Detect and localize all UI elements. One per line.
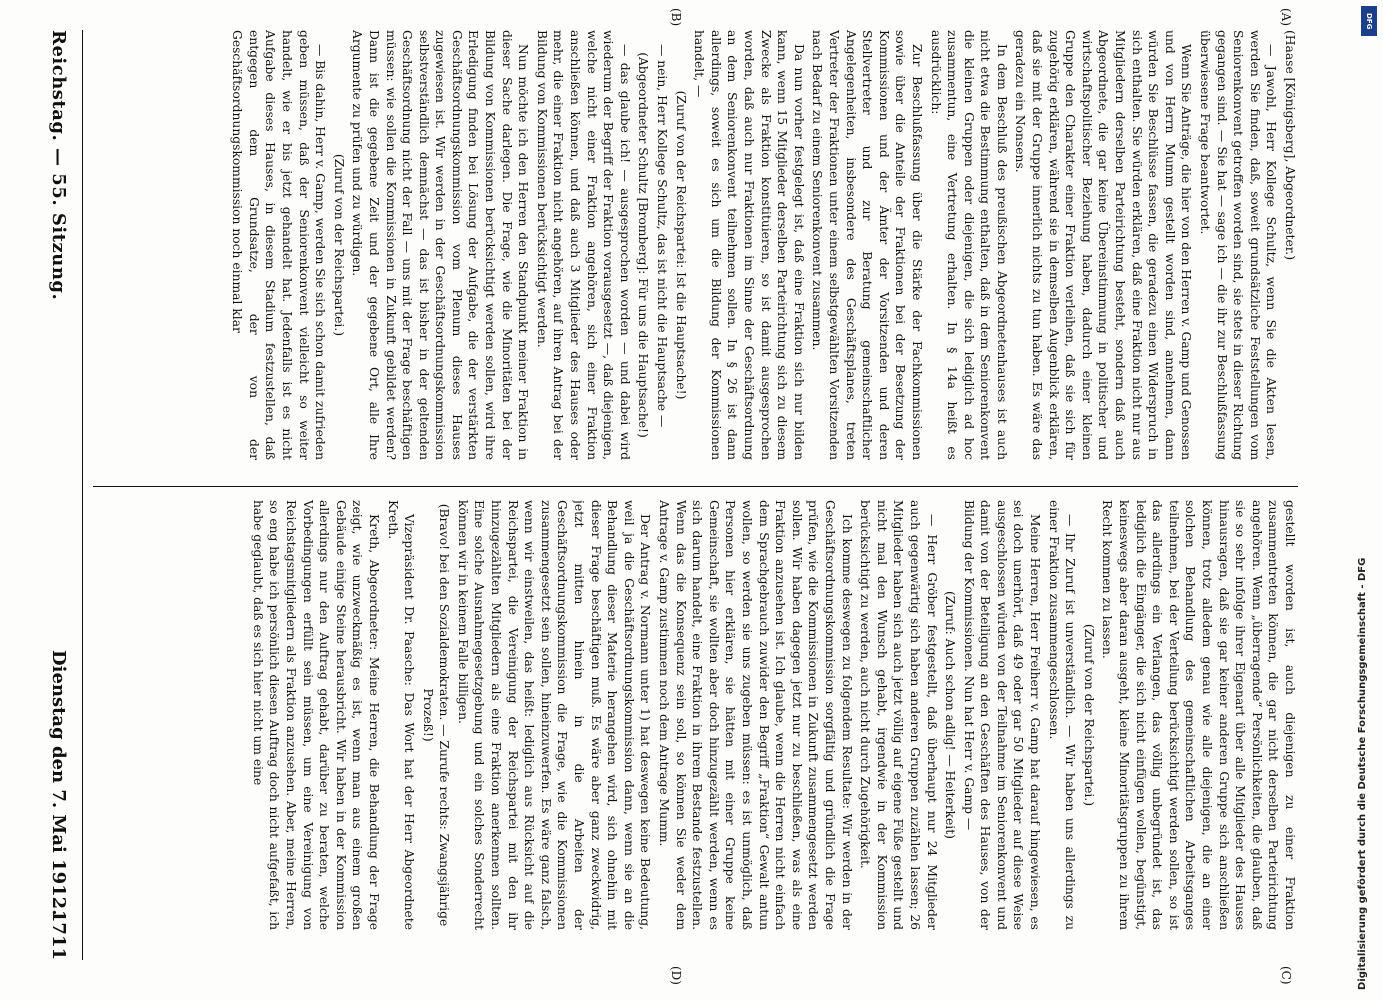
margin-mark-d: (D) [669,966,683,985]
paragraph: Nun möchte ich den Herren den Standpunkt meiner Fraktion in dieser Sache darlegen. Die Frage, wie die Minoritäten bei der Bildung von Kommissionen berücksichtigt werden sollen, wird ihre Erledigung finden bei Lösung der Aufgabe, die der verstärkten Geschäftsordnungskommission vom Plenum dieses Hauses zugewiesen ist. Wir werden in der Geschäftsordnungskommission selbstverständlich demnächst — das ist bisher in der geltenden Geschäftsordnung nicht der Fall — uns mit der Frage beschäftigen müssen: wie sollen die Kommissionen in Zukunft gebildet werden? Dann ist die gegebene Zeit und der gegebene Ort, alle Ihre Argumente zu prüfen und zu würdigen. [350,30,531,460]
paragraph: — Bis dahin, Herr v. Gamp, werden Sie sich schon damit zufrieden geben müssen, daß der Seniorenkonvent vielleicht so weiter handelt, wie er bis jetzt gehandelt hat. Jedenfalls ist es nicht Aufgabe dieses Hauses, in diesem Stadium festzustellen, daß entgegen dem Grundsatze, der von der Geschäftsordnungskommission noch einmal klar [230,30,328,460]
paragraph: — Herr Gröber festgestellt, daß überhaupt nur 24 Mitglieder auch gegenwärtig sich haben anderen Gruppen zuzählen lassen; 26 Mitglieder haben sich auch jetzt völlig auf eigene Füße gestellt und nicht mal den Wunsch gehabt, irgendwie in der Kommission berücksichtigt zu werden, auch nicht durch Zugehörigkeit. [858,500,939,930]
header-date: Dienstag den 7. Mai 1912. [48,650,69,916]
interjection: (Zuruf: Auch schon adlig! — Heiterkeit) [943,591,958,839]
quote-paragraph: Zur Beschlußfassung über die Stärke der Fachkommissionen sowie über die Anteile der Fraktionen bei der Besetzung der Kommissionen und der Ämter der Vorsitzenden und deren Stellvertreter und zur Beratung gemeinschaftlicher Angelegenheiten, insbesondere des Geschäftsplanes, treten Vertreter der Fraktionen unter einem selbstgewählten Vorsitzenden nach Bedarf zu einem Seniorenkonvent zusammen. [810,30,924,460]
column-divider [93,486,1298,487]
paragraph: Ich komme deswegen zu folgendem Resultate: Wir werden in der Geschäftsordnungskommission sorgfältig und gründlich die Frage prüfen, wie die Kommissionen in Zukunft zusammengesetzt werden sollen. Wir haben dagegen jetzt nur zu beschließen, was als eine Fraktion anzusehen ist. Ich glaube, wenn die Herren nicht einfach dem Sprachgebrauch zuwider den Begriff „Fraktion“ Gewalt antun wollen, so werden sie uns zugeben müssen: es ist unmöglich, daß Personen hier erklären, sie hätten mit einer Gruppe keine Gemeinschaft, sie wollten aber doch hinzugezählt werden, wenn es sich darum handelt, eine Fraktion in ihrem Bestande festzustellen. Wenn das die Konsequenz sein soll, so können Sie weder dem Antrage v. Gamp zustimmen noch dem Antrage Mumm. [657,500,854,930]
interjection: (Zuruf von der Reichspartei: Ist die Hauptsache!) [673,90,688,400]
margin-mark-a: (A) [1279,8,1293,27]
header-rule [82,30,83,960]
paragraph: Wenn Sie Anträge, die hier von den Herren v. Gamp und Genossen und von Herrn Mumm gestellt worden sind, annehmen, dann würden Sie Beschlüsse fassen, die geradezu einen Widerspruch in sich enthalten. Sie würden erklären, daß eine Fraktion nicht nur aus Mitgliedern derselben Parteirichtung besteht, sondern daß auch Abgeordnete, die gar keine Übereinstimmung in politischer und wirtschaftspolitischer Beziehung haben, dadurch einer kleinen Gruppe den Charakter einer Fraktion verleihen, daß sie sich für zugehörig erklären, während sie in demselben Augenblick erklären, daß sie mit der Gruppe innerlich nichts zu tun haben. Es wäre das geradezu ein Nonsens. [1013,30,1194,460]
paragraph: Kreth, Abgeordneter: Meine Herren, die Behandlung der Frage zeigt, wie unzweckmäßig es ist, wenn man aus einem großen Gebäude einige Steine herausbricht. Wir haben in der Kommission allerdings nur den Auftrag gehabt, darüber zu beraten, welche Vorbedingungen erfüllt sein müssen, um eine Vereinigung von Reichstagsmitgliedern als Fraktion anzusehen. Aber, meine Herren, so eng habe ich persönlich diesen Auftrag doch nicht aufgefaßt, ich habe geglaubt, daß es sich hier nicht um eine [250,500,381,930]
paragraph: Der Antrag v. Normann unter 1) hat deswegen keine Bedeutung, weil ja die Geschäftsordnungskommission dann, wenn sie an die Behandlung dieser Materie herangehen wird, sich ohnehin mit dieser Frage beschäftigen muß. Es wäre aber ganz zweckwidrig, jetzt mitten hinein in die Arbeiten der Geschäftsordnungskommission die Frage, wie die Kommissionen zusammengesetzt sein sollen, hineinzuwerfen. Es wäre ganz falsch, wenn wir einstweilen, das heißt: lediglich aus Rücksicht auf die Reichspartei, die Vereinigung der Reichspartei mit den ihr hinzugezählten Mitgliedern als eine Fraktion anerkennen sollten. Eine solche Ausnahmegesetzgebung und ein solches Sonderrecht können wir in keinem Falle billigen. [455,500,653,930]
page-number: 1711 [48,909,69,960]
digitization-note [1357,0,1379,1000]
margin-mark-b: (B) [669,8,683,27]
interjection: (Zuruf von der Reichspartei.) [331,153,346,337]
paragraph: — das glaube ich! — ausgesprochen worden — und dabei wird wiederum der Begriff der Fraktion vorausgesetzt —, daß diejenigen, welche nicht einer Fraktion angehören, sich einer Fraktion anschließen können, und daß auch 3 Mitglieder des Hauses oder mehr, die einer Fraktion nicht angehören, auf ihren Antrag bei der Bildung von Kommissionen berücksichtigt werden. [534,30,632,460]
right-column [93,500,1298,930]
interjection: (Zuruf von der Reichspartei.) [1081,623,1096,807]
interjection: (Bravo! bei den Sozialdemokraten. — Zurufe rechts: Zwangsjährige Prozeß!) [420,503,452,927]
interjection: (Abgeordneter Schultz [Bromberg]: Für uns die Hauptsache!) [636,52,651,438]
page-header [33,30,73,960]
paragraph: Da nun vorher festgelegt ist, daß eine Fraktion sich nur bilden kann, wenn 15 Mitglieder derselben Parteirichtung sich zu diesem Zwecke als Fraktion konstituieren, so ist damit ausgesprochen worden, daß auch nur Fraktionen im Sinne der Geschäftsordnung an dem Seniorenkonvent teilnehmen sollen. In § 26 ist dann allerdings, soweit es sich um die Bildung der Kommissionen handelt, — [692,30,806,460]
paragraph: Meine Herren, Herr Freiherr v. Gamp hat darauf hingewiesen, es sei doch unerhört, daß 49 oder gar 50 Mitglieder auf diese Weise ausgeschlossen würden von der Teilnahme im Seniorenkonvent und damit von der Beteiligung an den Geschäften des Hauses, von der Bildung der Kommissionen. Nun hat Herr v. Gamp — [961,500,1043,930]
paragraph: — Jawohl, Herr Kollege Schultz, wenn Sie die Akten lesen, werden Sie finden, daß, soweit grundsätzliche Feststellungen vom Seniorenkonvent getroffen worden sind, sie stets in dieser Richtung gegangen sind. — Sie hat — sage ich — die ihr zur Beschlußfassung überwiesene Frage beantwortet. [1198,30,1279,460]
speaker-note: (Haase [Königsberg], Abgeordneter.) [1283,30,1297,260]
paragraph: — Ihr Zuruf ist unverständlich. — Wir haben uns allerdings zu einer Fraktion zusammengeschlossen. [1046,500,1078,930]
paragraph: In dem Beschluß des preußischen Abgeordnetenhauses ist auch nicht etwa die Bestimmung enthalten, daß in dem Seniorenkonvent die kleinen Gruppen oder diejenigen, die sich lediglich ad hoc zusammentun, eine Vertretung erhalten. In § 14a heißt es ausdrücklich: [928,30,1009,460]
left-column [93,30,1298,460]
margin-mark-c: (C) [1279,966,1293,985]
paragraph: — nein, Herr Kollege Schultz, das ist nicht die Hauptsache — [655,44,670,428]
paragraph: Vizepräsident Dr. Paasche: Das Wort hat der Herr Abgeordnete Kreth. [385,500,417,930]
paragraph: gestellt worden ist, auch diejenigen zu einer Fraktion zusammentreten können, die gar nicht derselben Parteirichtung angehören. Wenn „überragende“ Persönlichkeiten, die glauben, daß sie so sehr infolge ihrer Eigenart über alle Mitglieder des Hauses hinausragen, daß sie gar keiner anderen Gruppe sich anschließen können, trotz alledem genau wie alle diejenigen, die an einer solchen Behandlung des gemeinschaftlichen Arbeitsganges teilnehmen, bei der Verteilung berücksichtigt werden sollen, so ist das allerdings ein Verlangen, das völlig unbegründet ist, das lediglich die Eingänger, die sich nicht einfügen wollen, begünstigt, keineswegs aber daran ausgeht, kleine Minoritätsgruppen zu ihrem Recht kommen zu lassen. [1100,500,1297,930]
header-left: Reichstag. — 55. Sitzung. [48,30,69,301]
dfg-logo: DFG [1361,6,1377,36]
digitization-text: Digitalisierung gefördert durch die Deutsche Forschungsgemeinschaft - DFG [1357,557,1368,990]
